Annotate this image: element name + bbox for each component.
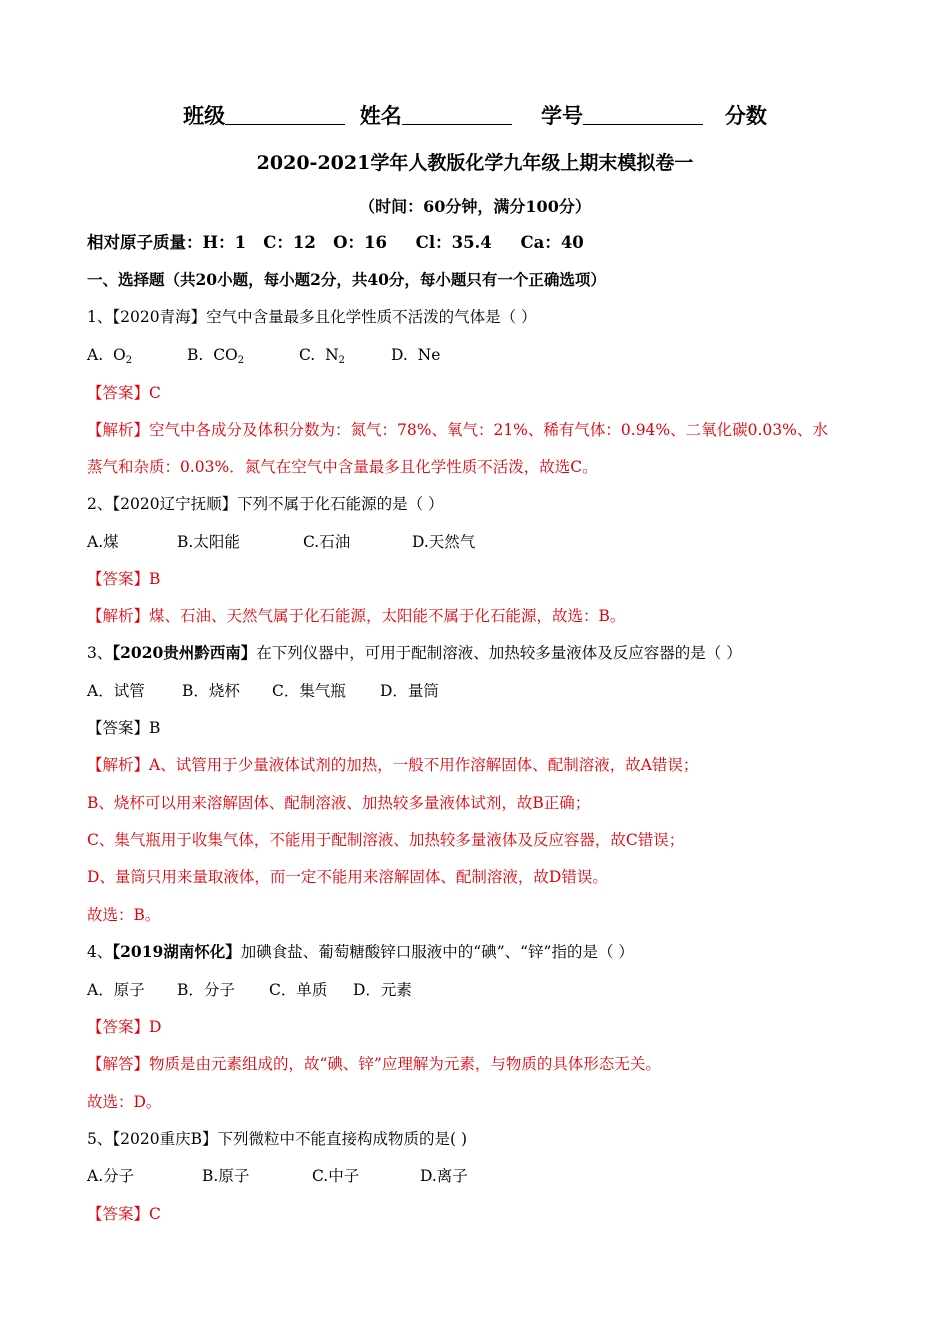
question-source: 【2020重庆B】: [112, 1130, 218, 1148]
question-4-stem: [87, 942, 634, 962]
option-b: B.太阳能: [177, 533, 240, 551]
question-text: 空气中含量最多且化学性质不活泼的气体是（ ）: [206, 308, 537, 326]
question-2-analysis-line-1: 【解析】煤、石油、天然气属于化石能源，太阳能不属于化石能源，故选：B。: [87, 607, 626, 625]
exam-title: 2020-2021学年人教版化学九年级上期末模拟卷一: [256, 152, 694, 174]
class-blank[interactable]: [225, 104, 345, 125]
question-number: 2、: [87, 495, 113, 513]
question-5-answer: 【答案】C: [87, 1205, 161, 1223]
question-3-answer: 【答案】B: [87, 719, 161, 737]
option-c: C.石油: [303, 533, 351, 551]
option-a: A．试管: [87, 682, 145, 700]
question-1-analysis-line-2: 蒸气和杂质：0.03%．氮气在空气中含量最多且化学性质不活泼，故选C。: [87, 458, 598, 476]
option-d: D.天然气: [412, 533, 476, 551]
name-label: 姓名: [359, 103, 402, 128]
question-text: 下列不属于化石能源的是（ ）: [237, 495, 444, 513]
option-b: B.原子: [202, 1167, 250, 1185]
question-2-answer: 【答案】B: [87, 570, 161, 588]
option-d: D.离子: [420, 1167, 468, 1185]
question-3-options: [87, 681, 439, 701]
question-source: 【2020辽宁抚顺】: [112, 495, 238, 513]
question-4-analysis-line-2: 故选：D。: [87, 1093, 162, 1111]
option-a: A.煤: [87, 533, 119, 551]
option-c: C.中子: [312, 1167, 360, 1185]
id-blank[interactable]: [583, 104, 703, 125]
question-3-analysis-line-1: 【解析】A、试管用于少量液体试剂的加热，一般不用作溶解固体、配制溶液，故A错误；: [87, 756, 699, 774]
option-a: A.分子: [87, 1167, 135, 1185]
section-heading: 一、选择题（共20小题，每小题2分，共40分，每小题只有一个正确选项）: [87, 270, 606, 289]
question-number: 1、: [87, 308, 113, 326]
question-number: 5、: [87, 1130, 113, 1148]
atomic-mass-line: 相对原子质量：H：1 C：12 O：16 Cl：35.4 Ca：40: [87, 233, 584, 252]
option-b: B. $CO_2$: [187, 346, 245, 366]
question-5-stem: [87, 1129, 467, 1149]
question-1-options: [87, 345, 440, 371]
option-c: C．单质: [269, 981, 328, 999]
score-label: 分数: [724, 103, 767, 128]
name-blank[interactable]: [402, 104, 512, 125]
question-source: 【2020青海】: [112, 308, 207, 326]
option-b: B．烧杯: [182, 682, 240, 700]
question-3-analysis-line-4: D、量筒只用来量取液体，而一定不能用来溶解固体、配制溶液，故D错误。: [87, 868, 608, 886]
option-a: A．原子: [87, 981, 145, 999]
question-4-options: [87, 980, 412, 1000]
question-1-answer: 【答案】C: [87, 384, 161, 402]
question-1-stem: [87, 307, 537, 327]
question-text: 在下列仪器中，可用于配制溶液、加热较多量液体及反应容器的是（ ）: [256, 644, 742, 662]
option-c: C. $N_2$: [299, 346, 346, 366]
option-c: C．集气瓶: [272, 682, 346, 700]
question-3-stem: [87, 643, 742, 663]
question-5-options: [87, 1166, 468, 1186]
question-number: 3、: [87, 644, 113, 662]
option-d: D. Ne: [391, 346, 441, 364]
option-a: A. $O_2$: [87, 346, 133, 366]
option-d: D．量筒: [380, 682, 439, 700]
question-3-analysis-line-5: 故选：B。: [87, 906, 161, 924]
question-2-options: [87, 532, 475, 552]
question-source: 【2020贵州黔西南】: [112, 643, 257, 662]
id-label: 学号: [540, 103, 583, 128]
question-number: 4、: [87, 943, 113, 961]
question-4-analysis-line-1: 【解答】物质是由元素组成的，故“碘、锌”应理解为元素，与物质的具体形态无关。: [87, 1055, 661, 1073]
exam-subtitle: （时间：60分钟，满分100分）: [359, 197, 591, 216]
question-3-analysis-line-3: C、集气瓶用于收集气体，不能用于配制溶液、加热较多量液体及反应容器，故C错误；: [87, 831, 685, 849]
option-d: D．元素: [353, 981, 412, 999]
student-info-header: [0, 100, 950, 130]
option-b: B．分子: [177, 981, 235, 999]
question-4-answer: 【答案】D: [87, 1018, 162, 1036]
question-text: 下列微粒中不能直接构成物质的是( ): [217, 1130, 467, 1148]
question-source: 【2019湖南怀化】: [112, 942, 241, 961]
question-3-analysis-line-2: B、烧杯可以用来溶解固体、配制溶液、加热较多量液体试剂，故B正确；: [87, 794, 591, 812]
question-1-analysis-line-1: 【解析】空气中各成分及体积分数为：氮气：78%、氧气：21%、稀有气体：0.94%、二氧化碳0.03%、水: [87, 421, 828, 439]
class-label: 班级: [183, 103, 226, 128]
question-2-stem: [87, 494, 444, 514]
question-text: 加碘食盐、葡萄糖酸锌口服液中的“碘”、“锌”指的是（ ）: [240, 943, 634, 961]
